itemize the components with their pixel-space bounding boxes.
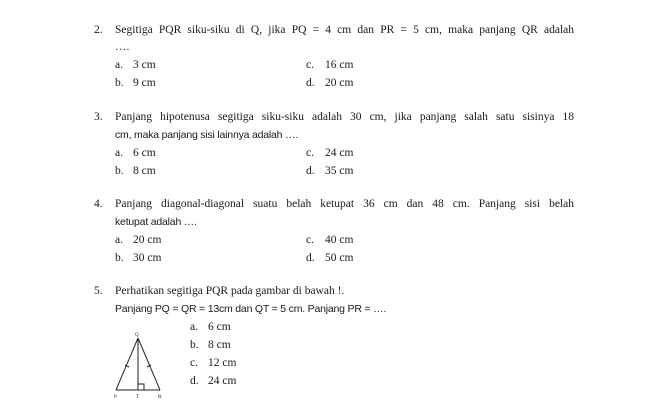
question-3-option-d-letter: d.: [306, 165, 315, 177]
question-4-option-a: 20 cm: [133, 234, 162, 246]
question-2-option-c-letter: c.: [306, 59, 314, 71]
label-r: R: [158, 395, 162, 400]
question-4-stem-line2: ketupat adalah ….: [115, 216, 197, 228]
question-3-option-a: 6 cm: [133, 147, 156, 159]
question-2-option-d: 20 cm: [325, 77, 354, 89]
question-3-option-a-letter: a.: [115, 147, 123, 159]
question-5-number: 5.: [94, 285, 103, 297]
question-4-option-c: 40 cm: [325, 234, 354, 246]
question-2-option-a-letter: a.: [115, 59, 123, 71]
label-q: Q: [135, 333, 139, 338]
question-5-stem-line2: Panjang PQ = QR = 13cm dan QT = 5 cm. Panjang PR = ….: [115, 303, 387, 315]
question-2-option-c: 16 cm: [325, 59, 354, 71]
question-3-number: 3.: [94, 111, 103, 123]
question-2-option-a: 3 cm: [133, 59, 156, 71]
question-5-option-b-letter: b.: [190, 339, 199, 351]
side-qr: [138, 338, 160, 390]
question-5-option-b: 8 cm: [208, 339, 231, 351]
question-3-option-d: 35 cm: [325, 165, 354, 177]
question-2-stem-line1: Segitiga PQR siku-siku di Q, jika PQ = 4 cm dan PR = 5 cm, maka panjang QR adalah: [115, 24, 574, 36]
question-5-option-c-letter: c.: [190, 357, 198, 369]
side-pq: [116, 338, 138, 390]
label-t: T: [136, 395, 140, 400]
question-4-stem-line1: Panjang diagonal-diagonal suatu belah ketupat 36 cm dan 48 cm. Panjang sisi belah: [115, 198, 574, 210]
question-2-option-b-letter: b.: [115, 77, 124, 89]
question-4-option-c-letter: c.: [306, 234, 314, 246]
label-p: P: [114, 395, 117, 400]
cropped-previous-content: [110, 0, 230, 5]
question-3-stem-line1: Panjang hipotenusa segitiga siku-siku adalah 30 cm, jika panjang salah satu sisinya 18: [115, 111, 574, 123]
question-5-option-d-letter: d.: [190, 375, 199, 387]
question-4-option-b: 30 cm: [133, 252, 162, 264]
question-3-option-c-letter: c.: [306, 147, 314, 159]
question-4-option-a-letter: a.: [115, 234, 123, 246]
question-3-stem-line2: cm, maka panjang sisi lainnya adalah ….: [115, 129, 299, 141]
question-5-option-a-letter: a.: [190, 321, 198, 333]
question-3-option-c: 24 cm: [325, 147, 354, 159]
question-5-option-d: 24 cm: [208, 375, 237, 387]
question-5-stem-line1: Perhatikan segitiga PQR pada gambar di bawah !.: [115, 285, 345, 297]
question-2-option-d-letter: d.: [306, 77, 315, 89]
question-3-option-b: 8 cm: [133, 165, 156, 177]
question-2-option-b: 9 cm: [133, 77, 156, 89]
question-2-stem-line2: ….: [115, 41, 130, 53]
question-4-option-b-letter: b.: [115, 252, 124, 264]
question-3-option-b-letter: b.: [115, 165, 124, 177]
right-angle-marker: [138, 384, 144, 390]
question-2-number: 2.: [94, 24, 103, 36]
question-4-number: 4.: [94, 198, 103, 210]
triangle-figure: [111, 330, 166, 400]
question-4-option-d: 50 cm: [325, 252, 354, 264]
question-5-option-a: 6 cm: [208, 321, 231, 333]
question-4-option-d-letter: d.: [306, 252, 315, 264]
question-5-option-c: 12 cm: [208, 357, 237, 369]
